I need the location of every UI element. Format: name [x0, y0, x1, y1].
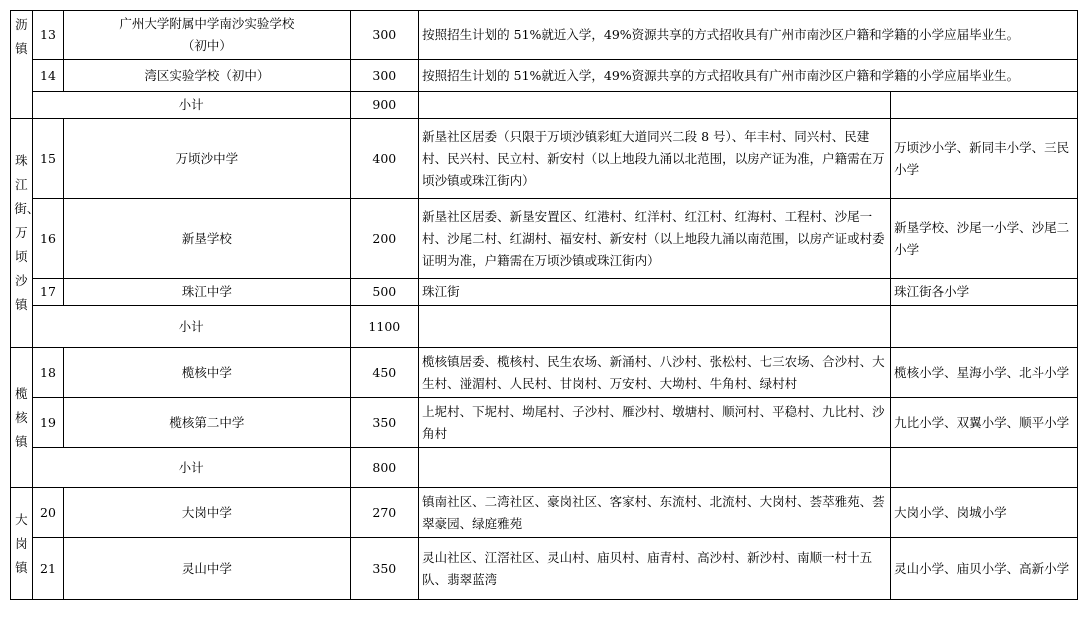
feeder-primary-schools: 新垦学校、沙尾一小学、沙尾二小学 [891, 199, 1078, 279]
school-name [64, 11, 350, 60]
town-cell [11, 119, 40, 348]
school-name-main: 广州大学附属中学南沙实验学校 [119, 16, 295, 31]
subtotal-label: 小计 [32, 448, 350, 488]
town-cell [11, 488, 33, 600]
enrollment-table [10, 10, 1078, 600]
town-name: 榄核镇 [15, 385, 28, 449]
feeder-primary-schools: 榄核小学、星海小学、北斗小学 [891, 348, 1078, 398]
quota: 350 [350, 538, 419, 600]
feeder-primary-schools: 九比小学、双翼小学、顺平小学 [891, 398, 1078, 448]
area-description: 珠江街 [419, 279, 891, 306]
table-row [11, 119, 1078, 199]
table-row [11, 398, 1078, 448]
town-cell [11, 11, 33, 119]
row-number: 19 [32, 398, 64, 448]
school-name: 珠江中学 [64, 279, 350, 306]
table-row [11, 279, 1078, 306]
school-name: 湾区实验学校（初中） [64, 60, 350, 92]
quota: 300 [350, 11, 419, 60]
school-name: 新垦学校 [64, 199, 350, 279]
town-name: 沥镇 [15, 17, 28, 56]
school-name: 榄核第二中学 [64, 398, 350, 448]
school-name: 大岗中学 [64, 488, 350, 538]
quota: 500 [350, 279, 419, 306]
area-description: 新垦社区居委（只限于万顷沙镇彩虹大道同兴二段 8 号）、年丰村、同兴村、民建村、民兴村、民立村、新安村（以上地段九涌以北范围，以房产证为准，户籍需在万顷沙镇或珠江街内） [419, 119, 891, 199]
row-number: 16 [32, 199, 64, 279]
feeder-primary-schools: 珠江街各小学 [891, 279, 1078, 306]
quota: 300 [350, 60, 419, 92]
row-number: 14 [32, 60, 64, 92]
school-name-note: （初中） [181, 38, 232, 53]
row-number: 13 [32, 11, 64, 60]
area-description: 镇南社区、二湾社区、豪岗社区、客家村、东流村、北流村、大岗村、荟萃雅苑、荟翠豪园、绿庭雅苑 [419, 488, 891, 538]
empty-cell [419, 92, 891, 119]
feeder-primary-schools: 万顷沙小学、新同丰小学、三民小学 [891, 119, 1078, 199]
subtotal-row [11, 306, 1078, 348]
school-name: 万顷沙中学 [64, 119, 350, 199]
table-row [11, 488, 1078, 538]
table-row [11, 60, 1078, 92]
row-number: 21 [32, 538, 64, 600]
row-number: 18 [32, 348, 64, 398]
row-number: 15 [32, 119, 64, 199]
subtotal-quota: 800 [350, 448, 419, 488]
town-name: 大岗镇 [15, 511, 28, 575]
area-description: 榄核镇居委、榄核村、民生农场、新涌村、八沙村、张松村、七三农场、合沙村、大生村、湴湄村、人民村、甘岗村、万安村、大坳村、牛角村、绿村村 [419, 348, 891, 398]
empty-cell [419, 448, 891, 488]
school-name: 榄核中学 [64, 348, 350, 398]
area-description: 灵山社区、江滘社区、灵山村、庙贝村、庙青村、高沙村、新沙村、南顺一村十五队、翡翠蓝湾 [419, 538, 891, 600]
row-number: 17 [32, 279, 64, 306]
area-description: 上坭村、下坭村、坳尾村、子沙村、雁沙村、墩塘村、顺河村、平稳村、九比村、沙角村 [419, 398, 891, 448]
empty-cell [891, 448, 1078, 488]
town-name: 珠江街、万顷沙镇 [14, 153, 40, 312]
empty-cell [419, 306, 891, 348]
subtotal-quota: 1100 [350, 306, 419, 348]
row-number: 20 [32, 488, 64, 538]
feeder-primary-schools: 大岗小学、岗城小学 [891, 488, 1078, 538]
feeder-primary-schools: 灵山小学、庙贝小学、高新小学 [891, 538, 1078, 600]
school-name: 灵山中学 [64, 538, 350, 600]
empty-cell [891, 92, 1078, 119]
table-row [11, 348, 1078, 398]
quota: 350 [350, 398, 419, 448]
table-row [11, 199, 1078, 279]
subtotal-quota: 900 [350, 92, 419, 119]
subtotal-row [11, 448, 1078, 488]
area-description: 按照招生计划的 51%就近入学，49%资源共享的方式招收具有广州市南沙区户籍和学籍的小学应届毕业生。 [419, 60, 1078, 92]
area-description: 新垦社区居委、新垦安置区、红港村、红洋村、红江村、红海村、工程村、沙尾一村、沙尾二村、红湖村、福安村、新安村（以上地段九涌以南范围，以房产证或村委证明为准，户籍需在万顷沙镇或珠江街内） [419, 199, 891, 279]
empty-cell [891, 306, 1078, 348]
table-row [11, 11, 1078, 60]
town-cell [11, 348, 33, 488]
enrollment-table-container [10, 10, 1078, 600]
table-row [11, 538, 1078, 600]
subtotal-label: 小计 [32, 306, 350, 348]
quota: 450 [350, 348, 419, 398]
subtotal-label: 小计 [32, 92, 350, 119]
area-description: 按照招生计划的 51%就近入学，49%资源共享的方式招收具有广州市南沙区户籍和学籍的小学应届毕业生。 [419, 11, 1078, 60]
subtotal-row [11, 92, 1078, 119]
quota: 200 [350, 199, 419, 279]
quota: 400 [350, 119, 419, 199]
quota: 270 [350, 488, 419, 538]
